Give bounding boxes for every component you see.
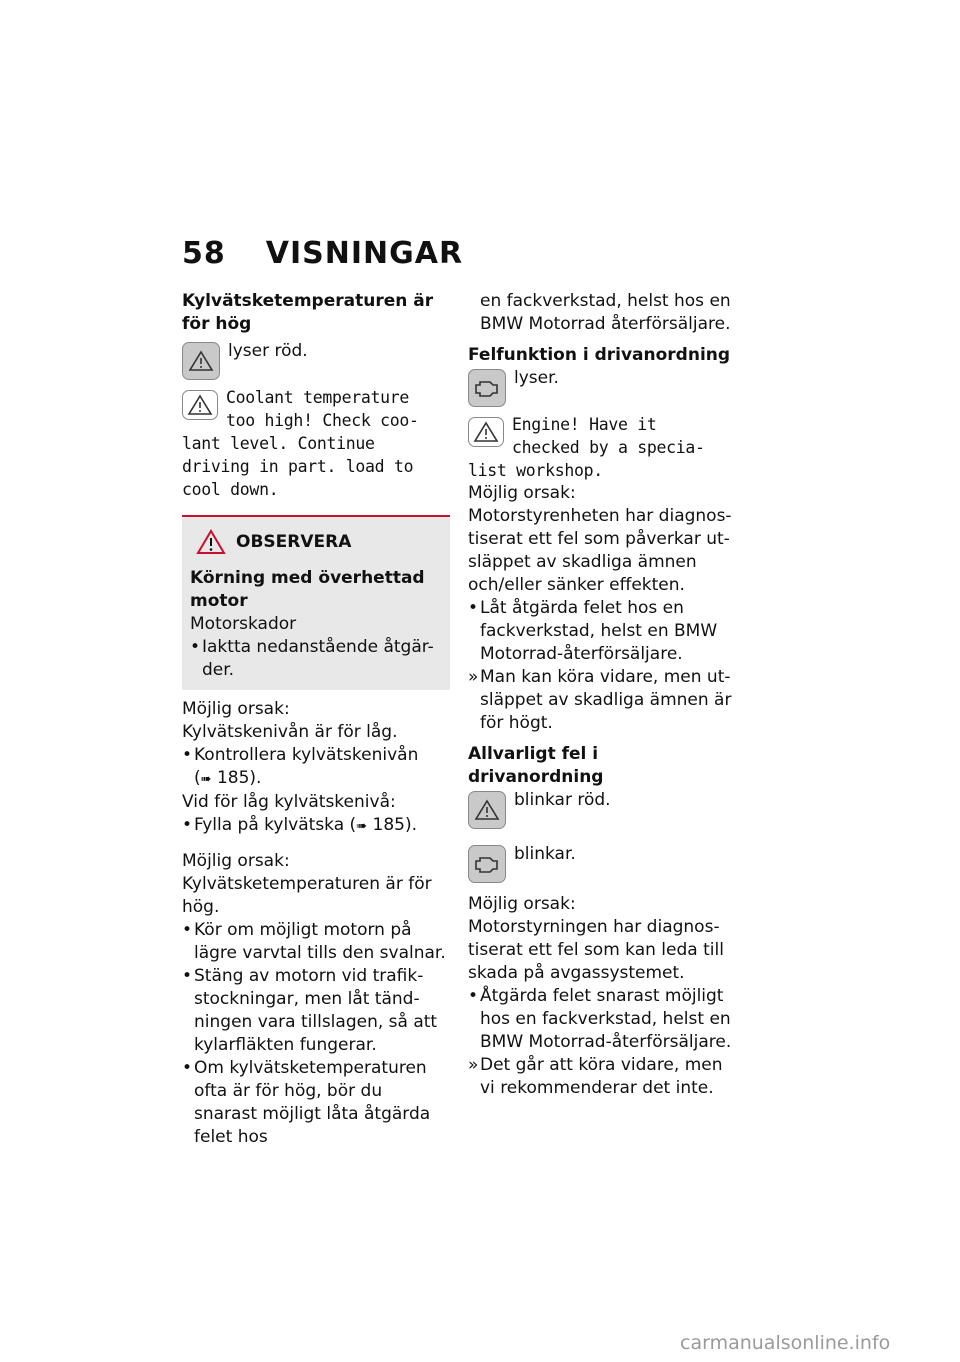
display-message-line: list workshop. [468,461,603,480]
list-item: • Stäng av motorn vid trafik-stockningar, men låt tänd-ningen vara tillslagen, så att kylarfläkten fungerar. [182,965,450,1057]
list-item: • Fylla på kylvätska (➠ 185). [182,814,450,838]
right-column [468,290,736,1100]
low-level-label: Vid för låg kylvätskenivå: [182,792,396,812]
reference-arrow-icon: ➠ [356,819,368,834]
list-item: • Låt åtgärda felet hos en fackverkstad, helst en BMW Motorrad-återförsäljare. [468,597,736,666]
result-item: » Man kan köra vidare, men ut-släppet av skadliga ämnen är för högt. [468,666,736,735]
section-heading-serious-fault: Allvarligt fel i drivanordning [468,744,604,787]
cause-label: Möjlig orsak: [182,851,290,871]
page-number: 58 [182,236,226,271]
display-message [468,413,736,482]
display-message-line: cool down. [182,480,279,499]
warning-triangle-icon [468,417,504,447]
engine-icon [468,845,506,883]
cause-label: Möjlig orsak: [468,894,576,914]
notice-action: • Iaktta nedanstående åtgär-der. [190,636,442,682]
light-status-text: lyser röd. [228,341,308,361]
list-item: • Åtgärda felet snarast möjligt hos en fackverkstad, helst en BMW Motorrad-återförsäljare. [468,985,736,1054]
cause-text: Motorstyrenheten har diagnos-tiserat ett fel som påverkar ut-släppet av skadliga ämnen och/eller sänker effekten. [468,506,732,595]
notice-header [196,529,442,555]
notice-label: OBSERVERA [236,531,352,552]
continued-text: en fackverkstad, helst hos en BMW Motorrad återförsäljare. [480,291,731,334]
light-status-text: blinkar röd. [514,790,611,810]
display-message-line: checked by a specia- [512,438,705,457]
list-item: • Kontrollera kylvätskenivån [182,744,450,767]
display-message-line: driving in part. load to [182,457,414,476]
page-header [182,236,463,271]
cause-label: Möjlig orsak: [182,699,290,719]
warning-blink-row [468,789,736,831]
watermark: carmanualsonline.info [680,1332,891,1354]
engine-light-row [468,367,736,409]
cause-label: Möjlig orsak: [468,483,576,503]
cause-text: Motorstyrningen har diagnos-tiserat ett fel som kan leda till skada på avgassystemet. [468,917,724,983]
notice-consequence: Motorskador [190,614,297,634]
caution-icon [196,529,226,555]
page-title: VISNINGAR [265,236,464,271]
cause-text: Kylvätskenivån är för låg. [182,722,398,742]
section-heading-coolant: Kylvätsketemperaturen är för hög [182,291,434,334]
warning-triangle-icon [468,791,506,829]
warning-light-row [182,340,450,382]
display-message-line: lant level. Continue [182,434,375,453]
engine-blink-row [468,843,736,885]
left-column [182,290,450,1149]
notice-box [182,515,450,690]
light-status-text: blinkar. [514,844,576,864]
display-message-line: Coolant temperature [226,388,410,407]
light-status-text: lyser. [514,368,559,388]
display-message-line: Engine! Have it [512,415,657,434]
section-heading-malfunction: Felfunktion i drivanordning [468,345,731,365]
engine-icon [468,369,506,407]
display-message [182,386,450,501]
result-item: » Det går att köra vidare, men vi rekommenderar det inte. [468,1054,736,1100]
list-item: • Kör om möjligt motorn på lägre varvtal tills den svalnar. [182,919,450,965]
warning-triangle-icon [182,390,218,420]
cause-text: Kylvätsketemperaturen är för hög. [182,874,432,917]
display-message-line: too high! Check coo- [226,411,419,430]
list-item-ref: (➠ 185). [194,768,262,788]
notice-title: Körning med överhettad motor [190,568,425,611]
reference-arrow-icon: ➠ [200,772,212,787]
warning-triangle-icon [182,342,220,380]
list-item: • Om kylvätsketemperaturen ofta är för hög, bör du snarast möjligt låta åtgärda felet hos [182,1057,450,1149]
